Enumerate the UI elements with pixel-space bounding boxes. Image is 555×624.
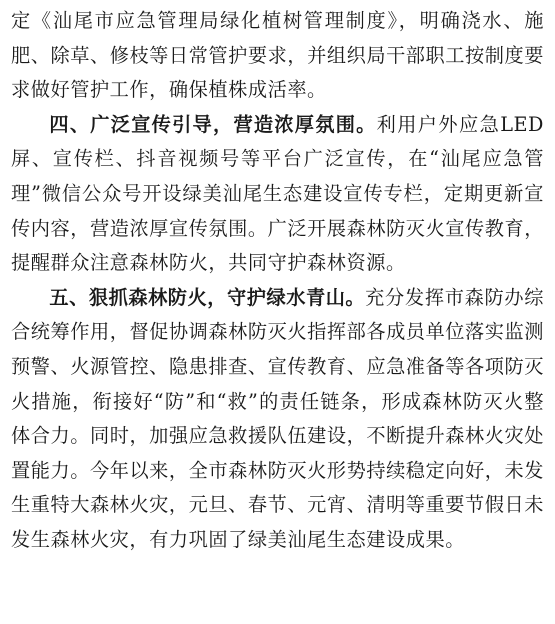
document-body <box>11 4 544 558</box>
section-heading: 四、广泛宣传引导，营造浓厚氛围。 <box>49 112 377 136</box>
paragraph-text: 充分发挥市森防办综合统筹作用，督促协调森林防灭火指挥部各成员单位落实监测预警、火源管控、隐患排查、宣传教育、应急准备等各项防灭火措施，衔接好“防”和“救”的责任链条，形成森林防灭火整体合力。同时，加强应急救援队伍建设，不断提升森林火灾处置能力。今年以来，全市森林防灭火形势持续稳定向好，未发生重特大森林火灾，元旦、春节、元宵、清明等重要节假日未发生森林火灾，有力巩固了绿美汕尾生态建设成果。 <box>11 285 544 551</box>
paragraph-text: 利用户外应急LED屏、宣传栏、抖音视频号等平台广泛宣传，在“汕尾应急管理”微信公众号开设绿美汕尾生态建设宣传专栏，定期更新宣传内容，营造浓厚宣传氛围。广泛开展森林防灭火宣传教育，提醒群众注意森林防火，共同守护森林资源。 <box>11 112 544 275</box>
section-heading: 五、狠抓森林防火，守护绿水青山。 <box>49 285 366 309</box>
paragraph-text: 定《汕尾市应急管理局绿化植树管理制度》，明确浇水、施肥、除草、修枝等日常管护要求，并组织局干部职工按制度要求做好管护工作，确保植株成活率。 <box>11 9 544 102</box>
paragraph-continuation <box>11 4 544 108</box>
paragraph-section-5 <box>11 281 544 558</box>
paragraph-section-4 <box>11 108 544 281</box>
